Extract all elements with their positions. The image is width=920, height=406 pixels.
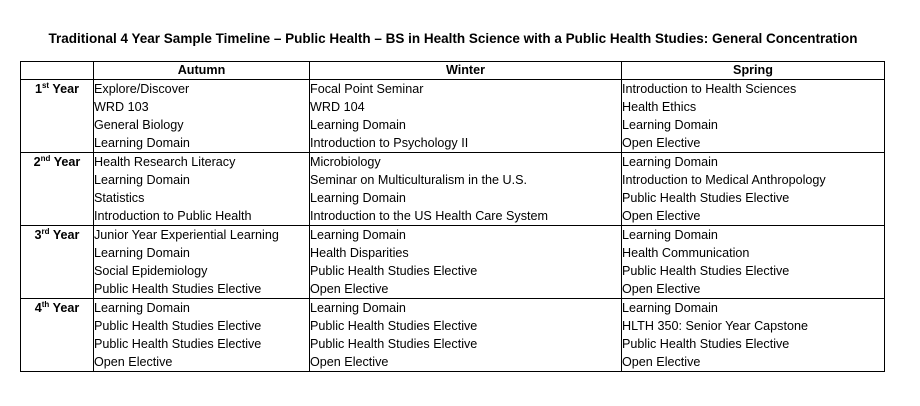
course-item: Focal Point Seminar [310, 82, 424, 96]
year-row [21, 153, 885, 226]
course-item: Public Health Studies Elective [94, 319, 262, 333]
course-item: Public Health Studies Elective [310, 337, 478, 351]
year-row [21, 80, 885, 153]
course-item: Junior Year Experiential Learning [94, 228, 279, 242]
year-label [21, 153, 94, 226]
timeline-table [20, 61, 885, 372]
course-item: Public Health Studies Elective [310, 319, 478, 333]
course-item: Open Elective [94, 355, 173, 369]
course-item: Open Elective [622, 209, 701, 223]
course-item: Explore/Discover [94, 82, 190, 96]
course-item: Learning Domain [94, 246, 190, 260]
autumn-cell [94, 226, 310, 299]
year-number: 4 [34, 301, 42, 315]
course-item: Learning Domain [94, 301, 190, 315]
course-item: Health Research Literacy [94, 155, 236, 169]
year-ordinal-suffix: th [41, 299, 50, 309]
course-item: Open Elective [622, 282, 701, 296]
course-item: Learning Domain [310, 301, 406, 315]
course-item: Introduction to Health Sciences [622, 82, 797, 96]
course-item: Public Health Studies Elective [622, 191, 790, 205]
course-item: Open Elective [622, 136, 701, 150]
course-item: Open Elective [310, 355, 389, 369]
course-item: Social Epidemiology [94, 264, 208, 278]
year-label [21, 80, 94, 153]
course-item: Learning Domain [622, 155, 718, 169]
spring-cell [622, 226, 885, 299]
winter-cell [310, 80, 622, 153]
autumn-cell [94, 80, 310, 153]
course-item: Learning Domain [622, 118, 718, 132]
course-item: Health Ethics [622, 100, 697, 114]
year-word: Year [52, 301, 80, 315]
header-spring: Spring [622, 62, 885, 80]
course-item: Introduction to Psychology II [310, 136, 469, 150]
year-ordinal-suffix: st [41, 80, 50, 90]
course-item: Learning Domain [310, 228, 406, 242]
year-number: 3 [34, 228, 42, 242]
course-item: Learning Domain [94, 136, 190, 150]
course-item: Public Health Studies Elective [310, 264, 478, 278]
winter-cell [310, 299, 622, 372]
spring-cell [622, 80, 885, 153]
course-item: Learning Domain [622, 301, 718, 315]
document-title: Traditional 4 Year Sample Timeline – Public Health – BS in Health Science with a Public Health Studies: General Concentration [48, 31, 858, 46]
course-item: Public Health Studies Elective [94, 337, 262, 351]
course-item: Introduction to the US Health Care System [310, 209, 548, 223]
course-item: WRD 104 [310, 100, 365, 114]
course-item: Open Elective [622, 355, 701, 369]
course-item: Learning Domain [94, 173, 190, 187]
course-item: Health Communication [622, 246, 750, 260]
year-ordinal-suffix: nd [40, 153, 51, 163]
header-autumn: Autumn [94, 62, 310, 80]
year-label [21, 226, 94, 299]
header-row [21, 62, 885, 80]
course-item: General Biology [94, 118, 184, 132]
year-label [21, 299, 94, 372]
course-item: Statistics [94, 191, 145, 205]
year-number: 2 [33, 155, 41, 169]
autumn-cell [94, 299, 310, 372]
course-item: WRD 103 [94, 100, 149, 114]
course-item: Public Health Studies Elective [622, 337, 790, 351]
course-item: Microbiology [310, 155, 381, 169]
course-item: Introduction to Public Health [94, 209, 252, 223]
course-item: Open Elective [310, 282, 389, 296]
course-item: Introduction to Medical Anthropology [622, 173, 826, 187]
course-item: Public Health Studies Elective [94, 282, 262, 296]
course-item: Learning Domain [310, 191, 406, 205]
year-word: Year [52, 228, 80, 242]
course-item: Health Disparities [310, 246, 409, 260]
course-item: Public Health Studies Elective [622, 264, 790, 278]
year-row [21, 299, 885, 372]
header-winter: Winter [310, 62, 622, 80]
spring-cell [622, 299, 885, 372]
header-year [21, 62, 94, 80]
course-item: Learning Domain [622, 228, 718, 242]
year-ordinal-suffix: rd [41, 226, 50, 236]
course-item: Seminar on Multiculturalism in the U.S. [310, 173, 527, 187]
spring-cell [622, 153, 885, 226]
year-number: 1 [34, 82, 42, 96]
year-word: Year [53, 155, 81, 169]
winter-cell [310, 153, 622, 226]
winter-cell [310, 226, 622, 299]
autumn-cell [94, 153, 310, 226]
course-item: HLTH 350: Senior Year Capstone [622, 319, 808, 333]
course-item: Learning Domain [310, 118, 406, 132]
year-word: Year [52, 82, 80, 96]
year-row [21, 226, 885, 299]
